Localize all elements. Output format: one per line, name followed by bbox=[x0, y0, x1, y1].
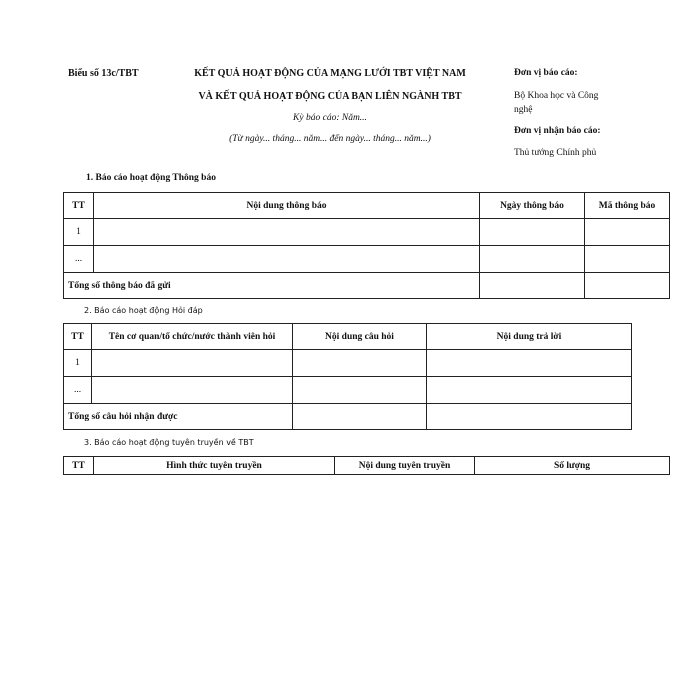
table-row bbox=[64, 246, 670, 273]
col-quantity: Số lượng bbox=[475, 457, 670, 475]
reporting-unit-line2: nghệ bbox=[514, 105, 533, 115]
section3-title: 3. Báo cáo hoạt động tuyên truyền về TBT bbox=[84, 438, 254, 447]
table-header-row bbox=[64, 193, 670, 219]
cell bbox=[480, 273, 585, 299]
notification-table bbox=[63, 192, 670, 299]
col-tt: TT bbox=[64, 457, 94, 475]
reporting-unit-line1: Bộ Khoa học và Công bbox=[514, 91, 599, 101]
cell bbox=[585, 246, 670, 273]
table-total-row bbox=[64, 273, 670, 299]
col-propaganda-content: Nội dung tuyên truyền bbox=[335, 457, 475, 475]
row-index: ... bbox=[64, 377, 92, 404]
form-code: Biểu số 13c/TBT bbox=[68, 68, 139, 79]
cell bbox=[293, 377, 427, 404]
col-tt: TT bbox=[64, 324, 92, 350]
row-index: ... bbox=[64, 246, 94, 273]
receiving-unit: Thủ tướng Chính phủ bbox=[514, 148, 597, 158]
cell bbox=[427, 377, 632, 404]
reporting-unit-label: Đơn vị báo cáo: bbox=[514, 68, 578, 78]
cell bbox=[427, 350, 632, 377]
col-tt: TT bbox=[64, 193, 94, 219]
table-row bbox=[64, 219, 670, 246]
total-label: Tổng số thông báo đã gửi bbox=[64, 273, 480, 299]
cell bbox=[293, 404, 427, 430]
report-title-line2: VÀ KẾT QUẢ HOẠT ĐỘNG CỦA BẠN LIÊN NGÀNH TBT bbox=[198, 91, 462, 102]
cell bbox=[585, 219, 670, 246]
col-answer: Nội dung trả lời bbox=[427, 324, 632, 350]
col-notification-date: Ngày thông báo bbox=[480, 193, 585, 219]
table-total-row bbox=[64, 404, 632, 430]
qa-table bbox=[63, 323, 632, 430]
cell bbox=[92, 377, 293, 404]
row-index: 1 bbox=[64, 350, 92, 377]
propaganda-table bbox=[63, 456, 670, 475]
col-notification-code: Mã thông báo bbox=[585, 193, 670, 219]
col-asker: Tên cơ quan/tổ chức/nước thành viên hỏi bbox=[92, 324, 293, 350]
report-title-line1: KẾT QUẢ HOẠT ĐỘNG CỦA MẠNG LƯỚI TBT VIỆT NAM bbox=[194, 68, 466, 79]
table-row bbox=[64, 350, 632, 377]
table-header-row bbox=[64, 324, 632, 350]
cell bbox=[427, 404, 632, 430]
report-date-range: (Từ ngày... tháng... năm... đến ngày... tháng... năm...) bbox=[229, 134, 431, 144]
section2-title: 2. Báo cáo hoạt động Hỏi đáp bbox=[84, 306, 203, 315]
cell bbox=[94, 246, 480, 273]
col-notification-content: Nội dung thông báo bbox=[94, 193, 480, 219]
cell bbox=[585, 273, 670, 299]
cell bbox=[480, 219, 585, 246]
cell bbox=[480, 246, 585, 273]
col-question: Nội dung câu hỏi bbox=[293, 324, 427, 350]
cell bbox=[94, 219, 480, 246]
cell bbox=[293, 350, 427, 377]
report-period: Kỳ báo cáo: Năm... bbox=[293, 113, 367, 123]
table-header-row bbox=[64, 457, 670, 475]
table-row bbox=[64, 377, 632, 404]
total-label: Tổng số câu hỏi nhận được bbox=[64, 404, 293, 430]
section1-title: 1. Báo cáo hoạt động Thông báo bbox=[86, 173, 216, 183]
cell bbox=[92, 350, 293, 377]
col-propaganda-form: Hình thức tuyên truyền bbox=[94, 457, 335, 475]
row-index: 1 bbox=[64, 219, 94, 246]
receiving-unit-label: Đơn vị nhận báo cáo: bbox=[514, 126, 601, 136]
